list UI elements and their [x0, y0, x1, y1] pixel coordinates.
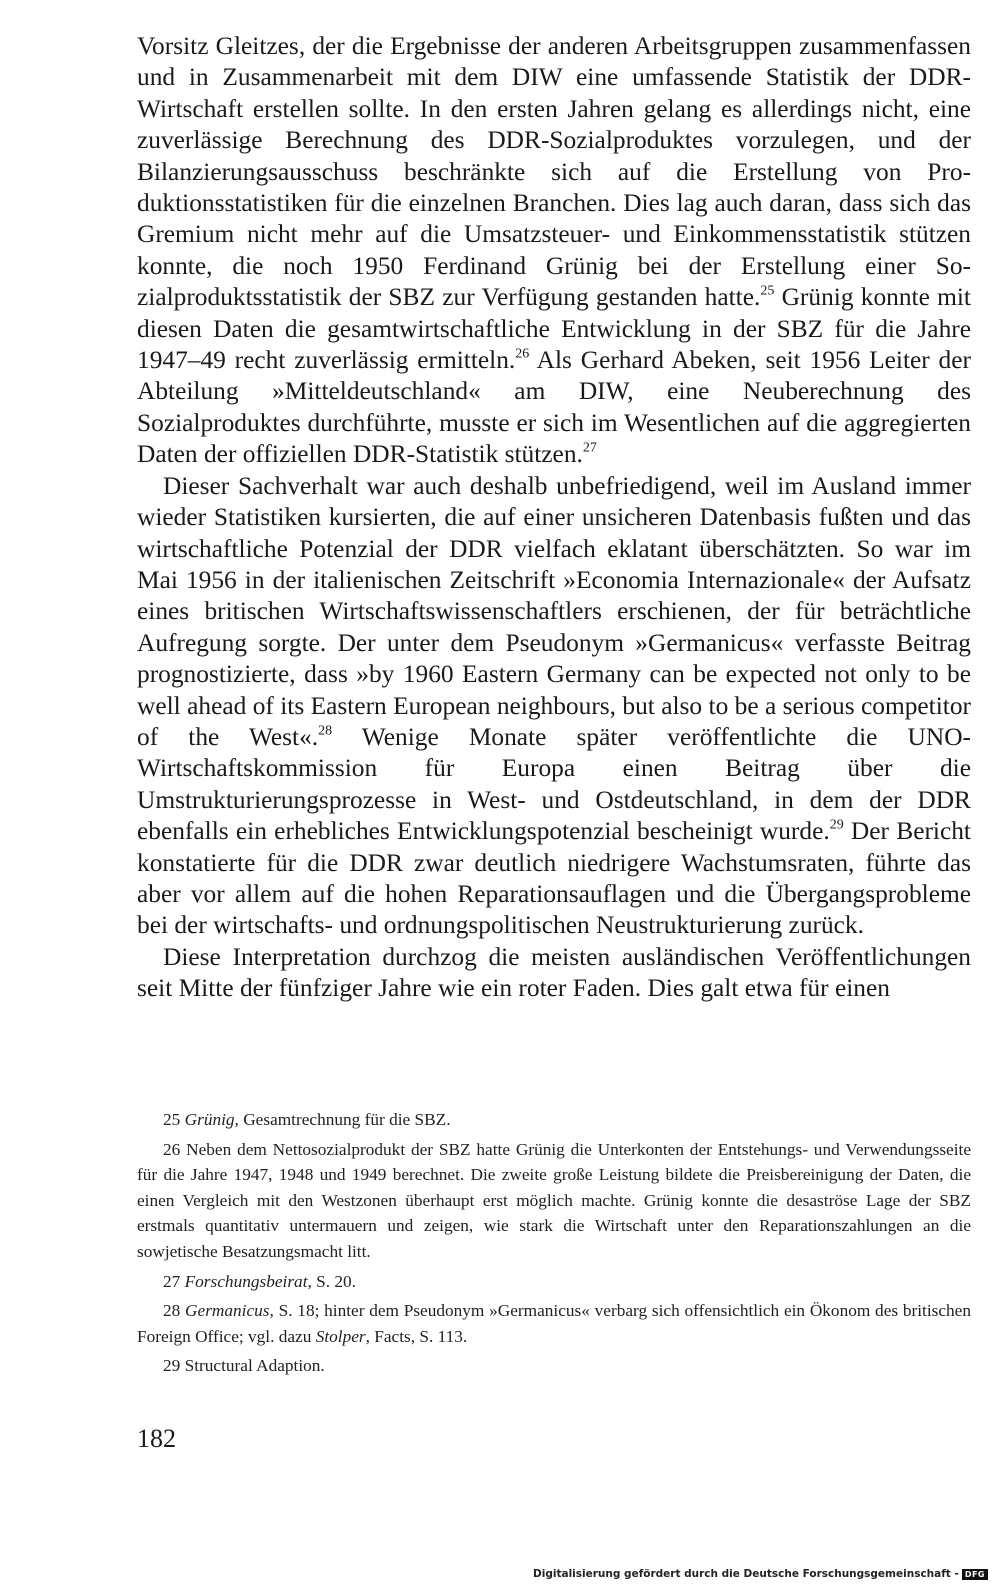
page-number: 182	[137, 1424, 176, 1453]
footnote-ref-28[interactable]: 28	[318, 723, 333, 739]
paragraph-1: Vorsitz Gleitzes, der die Ergebnisse der anderen Arbeitsgruppen zusammenfassen und in Zusammenarbeit mit dem DIW eine umfassende Statistik der DDR-Wirtschaft erstellen sollte. In den ersten Jahren gelang es allerdings nicht, eine zuverlässige Berechnung des DDR-Sozialproduktes vorzulegen, und der Bilanzierungsausschuss beschränkte sich auf die Erstellung von Produktionsstatistiken für die einzelnen Branchen. Dies lag auch daran, dass sich das Gremium nicht mehr auf die Umsatzsteuer- und Einkommensstatistik stützen konnte, die noch 1950 Ferdinand Grünig bei der Erstellung einer Sozialproduktsstatistik der SBZ zur Verfügung gestanden hatte.$^{25}$ Grünig konnte mit diesen Daten die gesamtwirtschaftliche Entwicklung in der SBZ für die Jahre 1947–49 recht zuverlässig ermitteln.$^{26}$ Als Gerhard Abeken, seit 1956 Leiter der Abteilung »Mitteldeutschland« am DIW, eine Neuberechnung des Sozialproduktes durchführte, musste er sich im Wesentlichen auf die aggregierten Daten der offiziellen DDR-Statistik stützen.$^{27}$	[137, 32, 971, 469]
paragraph-2: Dieser Sachverhalt war auch deshalb unbefriedigend, weil im Ausland immer wieder Statistiken kursierten, die auf einer unsicheren Datenbasis fußten und das wirtschaftliche Potenzial der DDR vielfach eklatant überschätzten. So war im Mai 1956 in der italienischen Zeitschrift »Economia Internazionale« der Aufsatz eines britischen Wirtschaftswissenschaftlers erschienen, der für beträchtliche Aufregung sorgte. Der unter dem Pseudonym »Germanicus« verfasste Beitrag prognostizierte, dass »by 1960 Eastern Germany can be expected not only to be well ahead of its Eastern European neighbours, but also to be a serious competitor of the West«.$^{28}$ Wenige Monate später veröffentlichte die UNO-Wirtschaftskommission für Europa einen Beitrag über die Umstrukturierungsprozesse in West- und Ostdeutschland, in dem der DDR ebenfalls ein erhebliches Entwicklungspotenzial bescheinigt wurde.$^{29}$ Der Bericht konstatierte für die DDR zwar deutlich niedrigere Wachstumsraten, führte das aber vor allem auf die hohen Reparationsauflagen und die Übergangsprobleme bei der wirtschafts- und ordnungspolitischen Neustrukturierung zurück.	[137, 471, 971, 940]
digitization-text: Digitalisierung gefördert durch die Deutsche Forschungsgemeinschaft -	[533, 1568, 959, 1580]
footnote-ref-25[interactable]: 25	[760, 283, 775, 299]
footnotes	[137, 1107, 971, 1383]
footnote-ref-29[interactable]: 29	[829, 817, 844, 833]
footnote-27: 27 Forschungsbeirat, S. 20.	[163, 1271, 356, 1291]
footnote-ref-27[interactable]: 27	[582, 440, 597, 456]
dfg-logo: DFG	[962, 1569, 988, 1580]
footnote-29: 29 Structural Adaption.	[163, 1356, 325, 1376]
digitization-note	[533, 1568, 988, 1580]
footnote-28: 28 Germanicus, S. 18; hinter dem Pseudonym »Germanicus« verbarg sich offensichtlich ein Ökonom des britischen Foreign Office; vgl. dazu Stolper, Facts, S. 113.	[137, 1301, 971, 1346]
footnote-ref-26[interactable]: 26	[515, 346, 530, 362]
main-text	[137, 31, 971, 1005]
footnote-26: 26 Neben dem Nettosozialprodukt der SBZ hatte Grünig die Unterkonten der Entstehungs- und Verwendungsseite für die Jahre 1947, 1948 und 1949 berechnet. Die zweite große Leistung bildete die Preisbereinigung der Daten, die einen Vergleich mit den Westzonen überhaupt erst möglich machte. Grünig konnte die desaströse Lage der SBZ erstmals quantitativ untermauern und zeigen, wie stark die Wirtschaft unter den Reparationszahlungen an die sowjetische Besatzungsmacht litt.	[137, 1139, 971, 1261]
footnote-25: 25 Grünig, Gesamtrechnung für die SBZ.	[163, 1110, 451, 1129]
paragraph-3: Diese Interpretation durchzog die meisten ausländischen Veröffentlichungen seit Mitte der fünfziger Jahre wie ein roter Faden. Dies galt etwa für einen	[137, 942, 971, 1003]
